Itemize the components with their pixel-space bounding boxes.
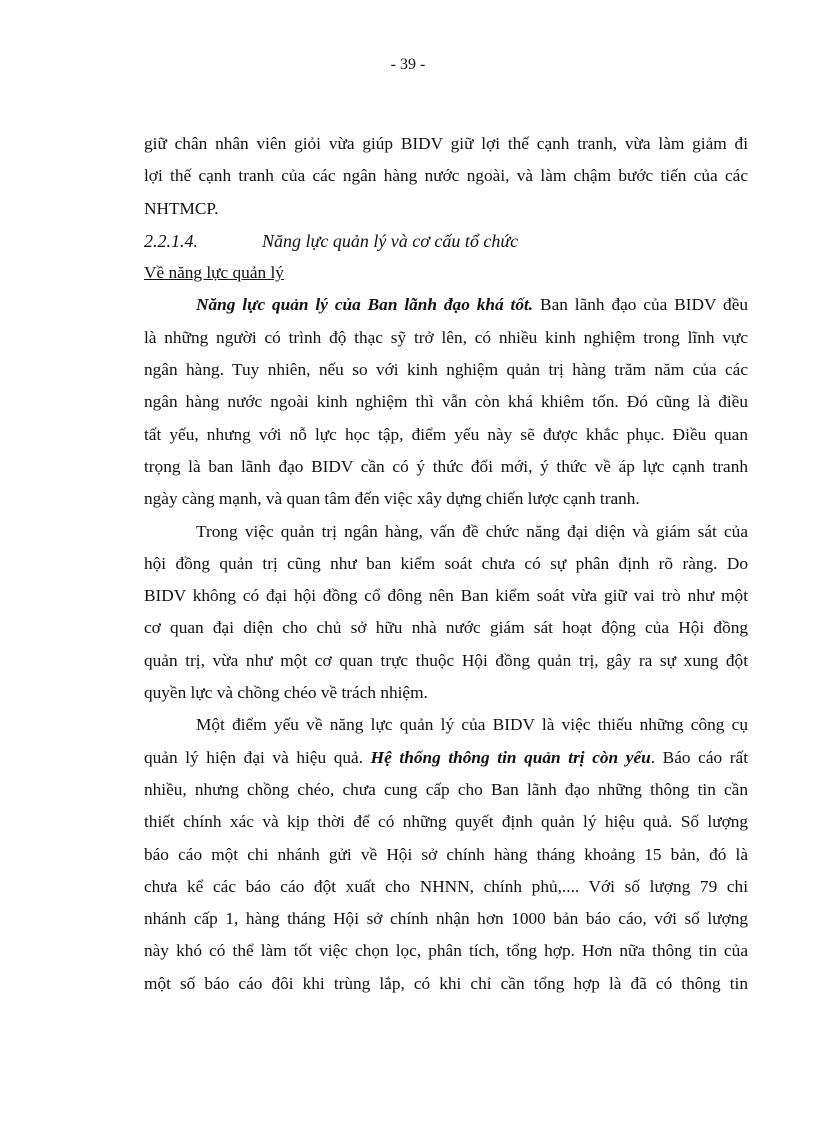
- text-line: BIDV không có đại hội đồng cổ đông nên Ban kiểm soát vừa giữ vai trò như một: [144, 586, 748, 606]
- text-line: NHTMCP.: [144, 198, 219, 218]
- text-line: ngân hàng nước ngoài kinh nghiệm thì vẫn còn khá khiêm tốn. Đó cũng là điều: [144, 392, 748, 412]
- text-line: quyền lực và chồng chéo về trách nhiệm.: [144, 683, 428, 703]
- text-line: ngân hàng. Tuy nhiên, nếu so với kinh nghiệm quản trị hàng trăm năm của các: [144, 360, 748, 380]
- text-line: nhánh cấp 1, hàng tháng Hội sở chính nhận hơn 1000 bản báo cáo, với số lượng: [144, 909, 748, 929]
- text-line: quản trị, vừa như một cơ quan trực thuộc Hội đồng quản trị, gây ra sự xung đột: [144, 650, 748, 670]
- text-line: thiết chính xác và kịp thời để có những quyết định quản lý hiệu quả. Số lượng: [144, 812, 748, 832]
- text-line: nhiều, nhưng chồng chéo, chưa cung cấp cho Ban lãnh đạo những thông tin cần: [144, 779, 748, 799]
- text-line: ngày càng mạnh, và quan tâm đến việc xây dựng chiến lược cạnh tranh.: [144, 489, 640, 509]
- text-line: cơ quan đại diện cho chủ sở hữu nhà nước giám sát hoạt động của Hội đồng: [144, 618, 748, 638]
- text-line: này khó có thể làm tốt việc chọn lọc, phân tích, tổng hợp. Hơn nữa thông tin của: [144, 941, 748, 961]
- text-run: . Báo cáo rất: [650, 747, 748, 767]
- text-line: chưa kể các báo cáo đột xuất cho NHNN, chính phủ,.... Với số lượng 79 chi: [144, 876, 748, 896]
- text-run: Ban lãnh đạo của BIDV đều: [533, 295, 748, 315]
- text-line: là những người có trình độ thạc sỹ trở lên, có nhiều kinh nghiệm trong lĩnh vực: [144, 327, 748, 347]
- subheading-line: [144, 257, 748, 289]
- emphasis-text: Năng lực quản lý của Ban lãnh đạo khá tốt.: [196, 295, 534, 315]
- text-line: một số báo cáo đôi khi trùng lắp, có khi chỉ cần tổng hợp là đã có thông tin: [144, 973, 748, 993]
- section-heading: [144, 225, 748, 257]
- text-line: lợi thế cạnh tranh của các ngân hàng nước ngoài, và làm chậm bước tiến của các: [144, 166, 748, 186]
- document-body: [144, 128, 748, 1000]
- text-line: tất yếu, nhưng với nỗ lực học tập, điểm yếu này sẽ được khắc phục. Điều quan: [144, 424, 748, 444]
- text-line: [144, 289, 748, 321]
- subheading: Về năng lực quản lý: [144, 263, 284, 283]
- text-line: Trong việc quản trị ngân hàng, vấn đề chức năng đại diện và giám sát của: [196, 521, 748, 541]
- text-line: [144, 742, 748, 774]
- text-line: trọng là ban lãnh đạo BIDV cần có ý thức đổi mới, ý thức về áp lực cạnh tranh: [144, 456, 748, 476]
- text-run: quản lý hiện đại và hiệu quả.: [144, 747, 371, 767]
- text-line: báo cáo một chi nhánh gửi về Hội sở chính hàng tháng khoảng 15 bản, đó là: [144, 844, 748, 864]
- text-line: hội đồng quản trị cũng như ban kiểm soát chưa có sự phân định rõ ràng. Do: [144, 553, 748, 573]
- emphasis-text: Hệ thống thông tin quản trị còn yếu: [370, 747, 651, 767]
- text-line: Một điểm yếu về năng lực quản lý của BIDV là việc thiếu những công cụ: [196, 715, 748, 735]
- section-title: Năng lực quản lý và cơ cấu tổ chức: [262, 230, 519, 251]
- text-line: giữ chân nhân viên giỏi vừa giúp BIDV giữ lợi thế cạnh tranh, vừa làm giảm đi: [144, 134, 748, 153]
- section-number: 2.2.1.4.: [144, 230, 198, 251]
- page-number: - 39 -: [390, 56, 426, 73]
